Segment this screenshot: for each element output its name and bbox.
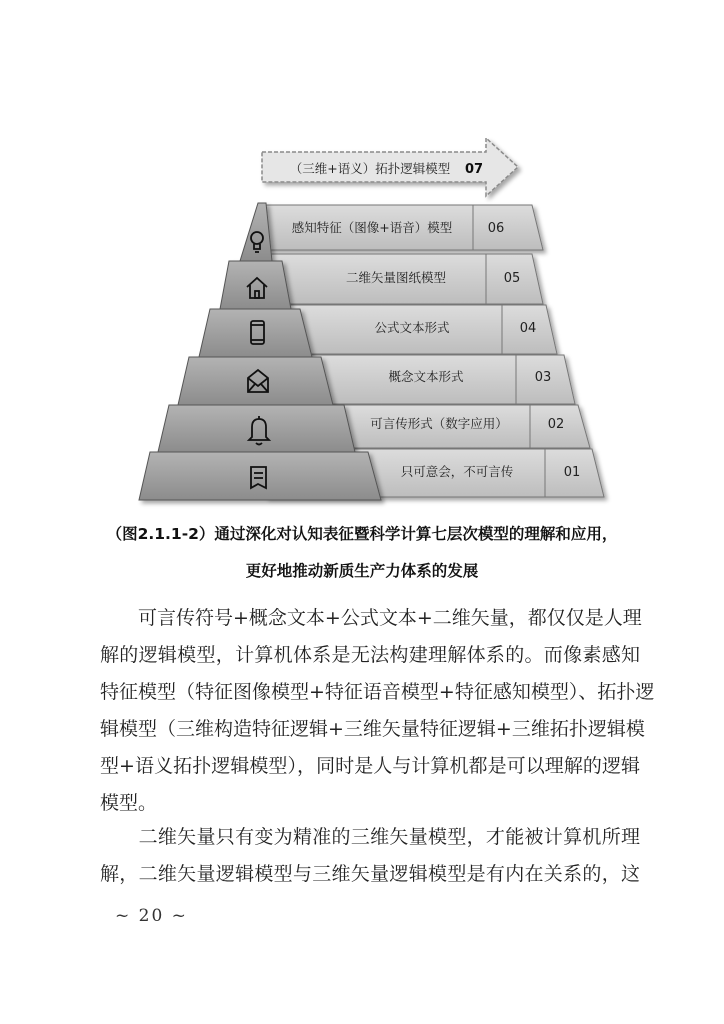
layer-03-number: 03 <box>534 370 552 385</box>
text-line: 解，二维矢量逻辑模型与三维矢量逻辑模型是有内在关系的，这 <box>100 863 640 885</box>
layer-06 <box>266 205 543 250</box>
arrow-label: （三维+语义）拓扑逻辑模型 <box>289 161 451 176</box>
pyramid-step-04 <box>199 309 312 357</box>
layer-02-number: 02 <box>547 417 565 432</box>
pyramid-step-01 <box>139 452 381 500</box>
figure-caption-line-1: （图2.1.1-2）通过深化对认知表征暨科学计算七层次模型的理解和应用， <box>106 525 618 543</box>
text-line: 辑模型（三维构造特征逻辑+三维矢量特征逻辑+三维拓扑逻辑模 <box>100 718 645 740</box>
layer-01-number: 01 <box>563 465 581 480</box>
pyramid-step-02 <box>158 405 355 452</box>
text-line: 型+语义拓扑逻辑模型），同时是人与计算机都是可以理解的逻辑 <box>100 755 640 777</box>
layer-02-label: 可言传形式（数字应用） <box>370 416 508 431</box>
layer-04-label: 公式文本形式 <box>374 320 450 335</box>
figure-caption-line-2: 更好地推动新质生产力体系的发展 <box>245 562 479 580</box>
text-line: 特征模型（特征图像模型+特征语音模型+特征感知模型）、拓扑逻 <box>100 681 655 703</box>
layer-03-label: 概念文本形式 <box>388 369 464 384</box>
layer-06-number: 06 <box>487 221 505 236</box>
text-line: 可言传符号+概念文本+公式文本+二维矢量，都仅仅是人理 <box>100 607 642 629</box>
arrow-layer-07 <box>262 138 518 196</box>
text-line: 模型。 <box>100 792 158 814</box>
text-line: 二维矢量只有变为精准的三维矢量模型，才能被计算机所理 <box>100 826 640 848</box>
layer-04-number: 04 <box>519 321 537 336</box>
pyramid-step-03 <box>178 357 333 405</box>
layer-05 <box>266 254 543 304</box>
layer-01-label: 只可意会，不可言传 <box>400 464 514 479</box>
text-line: 解的逻辑模型，计算机体系是无法构建理解体系的。而像素感知 <box>100 644 640 666</box>
layer-05-label: 二维矢量图纸模型 <box>345 270 447 285</box>
layer-05-number: 05 <box>503 271 521 286</box>
page-number: ~ 20 ~ <box>115 906 188 926</box>
layer-06-label: 感知特征（图像+语音）模型 <box>291 220 453 235</box>
arrow-number: 07 <box>464 162 484 177</box>
pyramid-step-05 <box>220 261 291 309</box>
